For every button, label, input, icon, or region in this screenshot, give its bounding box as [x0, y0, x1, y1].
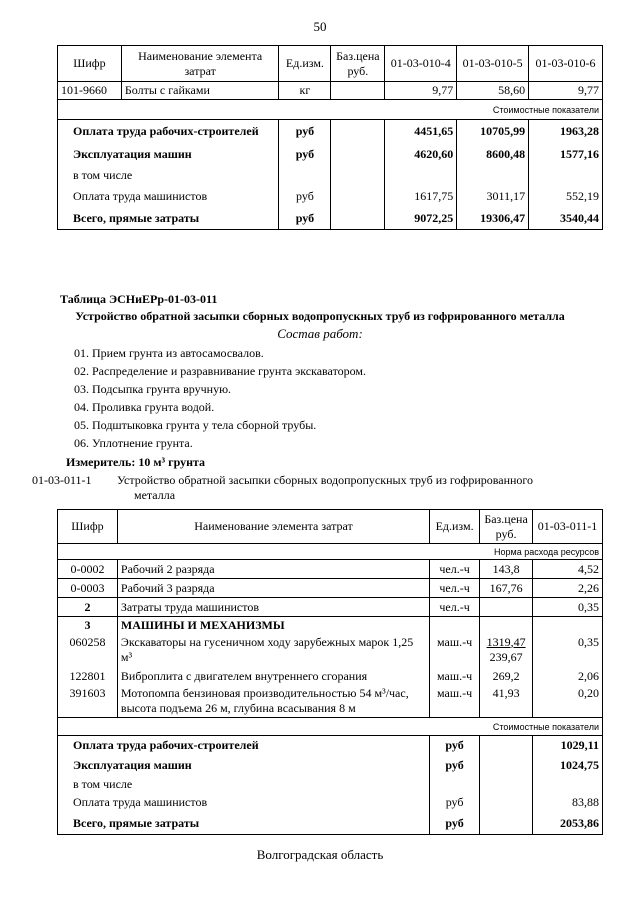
total-name: Всего, прямые затраты — [58, 208, 279, 230]
row-value: 2,06 — [533, 667, 603, 686]
list-item: 03. Подсыпка грунта вручную. — [74, 382, 232, 396]
base-price-sub: 239,67 — [489, 649, 523, 664]
total-unit: руб — [279, 186, 331, 208]
total-row — [58, 776, 603, 793]
total-unit: руб — [430, 793, 480, 813]
header-name: Наименование элемента затрат — [121, 46, 279, 82]
list-item: 06. Уплотнение грунта. — [74, 436, 193, 450]
header-col-010-5: 01-03-010-5 — [457, 46, 529, 82]
row-name: Болты с гайками — [121, 82, 279, 100]
total-row — [58, 166, 603, 186]
row-base — [480, 598, 533, 617]
header-col-010-6: 01-03-010-6 — [529, 46, 603, 82]
total-value-2: 19306,47 — [457, 208, 529, 230]
total-name: Эксплуатация машин — [58, 144, 279, 166]
total-value-3: 1963,28 — [529, 120, 603, 144]
list-item: 05. Подштыковка грунта у тела сборной трубы. — [74, 418, 317, 432]
total-row — [58, 756, 603, 776]
header-base-price: Баз.цена руб. — [480, 510, 533, 544]
base-price-main: 1319,47 — [486, 634, 526, 649]
total-value-3: 1577,16 — [529, 144, 603, 166]
total-row — [58, 120, 603, 144]
total-unit: руб — [430, 756, 480, 776]
row-name: Затраты труда машинистов — [117, 598, 429, 617]
item-description-cont: металла — [134, 488, 176, 502]
total-value: 1029,11 — [533, 736, 603, 756]
total-value-1: 9072,25 — [385, 208, 457, 230]
total-value: 1024,75 — [533, 756, 603, 776]
total-unit: руб — [430, 813, 480, 835]
total-name: в том числе — [58, 776, 430, 793]
row-unit: чел.-ч — [430, 598, 480, 617]
row-unit: чел.-ч — [430, 579, 480, 598]
total-value: 83,88 — [533, 793, 603, 813]
total-unit: руб — [279, 144, 331, 166]
total-row — [58, 186, 603, 208]
footer-region: Волгоградская область — [256, 847, 384, 862]
row-code: 3 — [58, 617, 118, 635]
header-unit: Ед.изм. — [279, 46, 331, 82]
row-value: 0,35 — [533, 635, 603, 667]
list-item: 04. Проливка грунта водой. — [74, 400, 215, 414]
row-base: 167,76 — [480, 579, 533, 598]
page-number: 50 — [313, 19, 327, 34]
row-code: 2 — [58, 598, 118, 617]
norm-label: Норма расхода ресурсов — [58, 544, 603, 560]
header-name: Наименование элемента затрат — [117, 510, 429, 544]
total-value-3: 3540,44 — [529, 208, 603, 230]
measure-unit: Измеритель: 10 м³ грунта — [66, 455, 206, 469]
total-unit: руб — [279, 120, 331, 144]
total-value-1: 4451,65 — [385, 120, 457, 144]
total-name: Оплата труда рабочих-строителей — [58, 736, 430, 756]
row-name: Экскаваторы на гусеничном ходу зарубежных марок 1,25 м³ — [117, 635, 429, 667]
header-base-price: Баз.цена руб. — [331, 46, 385, 82]
total-row — [58, 208, 603, 230]
row-name: МАШИНЫ И МЕХАНИЗМЫ — [117, 617, 429, 635]
table-row — [58, 598, 603, 617]
list-item: 01. Прием грунта из автосамосвалов. — [74, 346, 264, 360]
item-code: 01-03-011-1 — [32, 473, 92, 487]
resource-table — [57, 509, 603, 835]
cost-indicators-label: Стоимостные показатели — [58, 100, 603, 120]
table-row — [58, 667, 603, 686]
row-unit: маш.-ч — [430, 667, 480, 686]
row-base: 143,8 — [480, 560, 533, 579]
header-code: Шифр — [58, 510, 118, 544]
row-value: 4,52 — [533, 560, 603, 579]
total-value: 2053,86 — [533, 813, 603, 835]
top-cost-table — [57, 45, 603, 230]
row-name: Рабочий 3 разряда — [117, 579, 429, 598]
row-unit: маш.-ч — [430, 635, 480, 667]
header-code: Шифр — [58, 46, 122, 82]
total-row — [58, 793, 603, 813]
total-value-1: 4620,60 — [385, 144, 457, 166]
total-value-3: 552,19 — [529, 186, 603, 208]
total-unit: руб — [279, 208, 331, 230]
row-code: 060258 — [58, 635, 118, 667]
row-unit: кг — [279, 82, 331, 100]
row-code: 101-9660 — [58, 82, 122, 100]
table-row — [58, 635, 603, 667]
row-base: 269,2 — [480, 667, 533, 686]
total-row — [58, 144, 603, 166]
row-base: 41,93 — [480, 686, 533, 718]
table-row — [58, 617, 603, 635]
table-row — [58, 560, 603, 579]
total-value-2: 3011,17 — [457, 186, 529, 208]
total-value-2: 10705,99 — [457, 120, 529, 144]
total-row — [58, 813, 603, 835]
header-col-010-4: 01-03-010-4 — [385, 46, 457, 82]
row-value-1: 9,77 — [385, 82, 457, 100]
list-item: 02. Распределение и разравнивание грунта экскаватором. — [74, 364, 367, 378]
row-value-2: 58,60 — [457, 82, 529, 100]
table-row — [58, 579, 603, 598]
row-code: 122801 — [58, 667, 118, 686]
row-value: 0,20 — [533, 686, 603, 718]
total-name: Всего, прямые затраты — [58, 813, 430, 835]
row-code: 391603 — [58, 686, 118, 718]
total-name: Оплата труда машинистов — [58, 793, 430, 813]
cost-indicators-label: Стоимостные показатели — [58, 718, 603, 736]
item-description: Устройство обратной засыпки сборных водопропускных труб из гофрированного — [117, 473, 534, 487]
total-name: Оплата труда рабочих-строителей — [58, 120, 279, 144]
table-title: Таблица ЭСНиЕРр-01-03-011 — [60, 292, 218, 306]
header-unit: Ед.изм. — [430, 510, 480, 544]
section-heading: Устройство обратной засыпки сборных водопропускных труб из гофрированного металла — [75, 309, 565, 323]
row-value: 0,35 — [533, 598, 603, 617]
total-value-2: 8600,48 — [457, 144, 529, 166]
total-name: Оплата труда машинистов — [58, 186, 279, 208]
row-code: 0-0002 — [58, 560, 118, 579]
row-base — [331, 82, 385, 100]
total-value-1: 1617,75 — [385, 186, 457, 208]
total-name: Эксплуатация машин — [58, 756, 430, 776]
table-row — [58, 82, 603, 100]
row-code: 0-0003 — [58, 579, 118, 598]
row-value: 2,26 — [533, 579, 603, 598]
table-row — [58, 686, 603, 718]
total-row — [58, 736, 603, 756]
row-name: Виброплита с двигателем внутреннего сгорания — [117, 667, 429, 686]
total-unit: руб — [430, 736, 480, 756]
row-base — [480, 635, 533, 667]
row-unit: маш.-ч — [430, 686, 480, 718]
work-composition-title: Состав работ: — [277, 326, 363, 341]
row-name: Рабочий 2 разряда — [117, 560, 429, 579]
row-name: Мотопомпа бензиновая производительностью 54 м³/час, высота подъема 26 м, глубина всасывания 8 м — [117, 686, 429, 718]
header-col-011-1: 01-03-011-1 — [533, 510, 603, 544]
row-unit: чел.-ч — [430, 560, 480, 579]
total-name: в том числе — [58, 166, 279, 186]
row-value-3: 9,77 — [529, 82, 603, 100]
